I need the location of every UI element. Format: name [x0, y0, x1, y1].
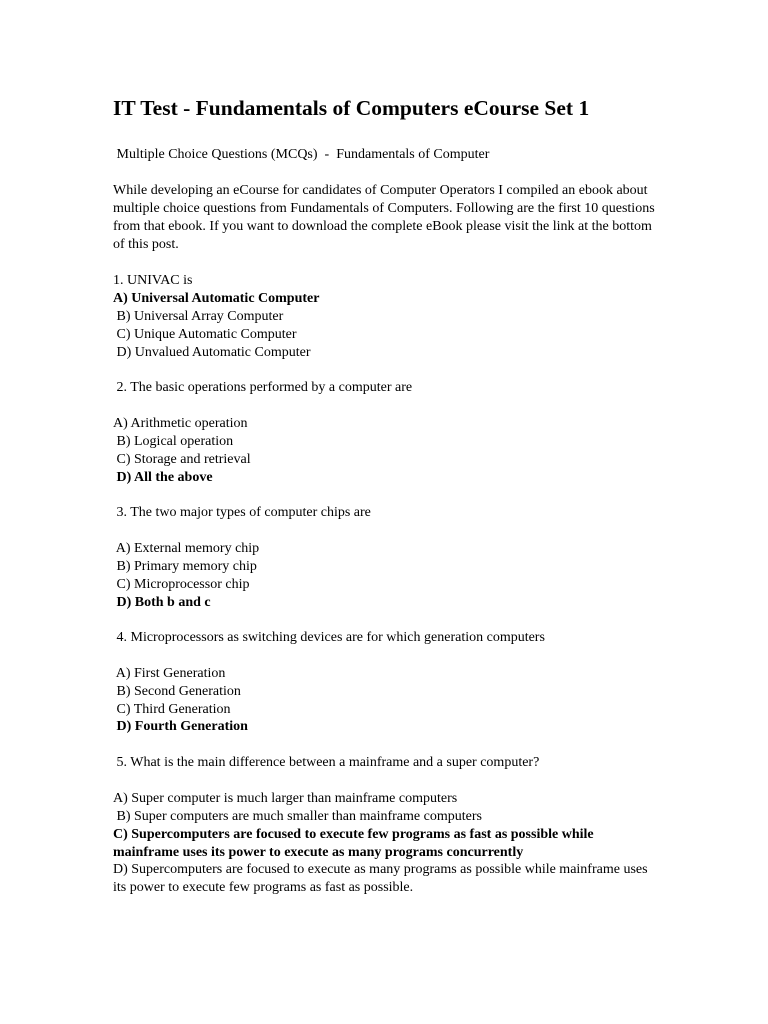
q5-option-b: B) Super computers are much smaller than mainframe computers: [113, 809, 482, 824]
q2-option-c: C) Storage and retrieval: [113, 452, 251, 467]
question-5: 5. What is the main difference between a mainframe and a super computer?: [113, 755, 540, 770]
q3-option-c: C) Microprocessor chip: [113, 577, 250, 592]
q5-option-a: A) Super computer is much larger than mainframe computers: [113, 791, 458, 806]
q3-option-d-correct: D) Both b and c: [113, 595, 211, 610]
q2-option-a: A) Arithmetic operation: [113, 416, 248, 431]
q4-option-a: A) First Generation: [113, 666, 226, 681]
q1-option-c: C) Unique Automatic Computer: [113, 327, 297, 342]
q1-option-a-correct: A) Universal Automatic Computer: [113, 291, 320, 306]
document-subtitle: Multiple Choice Questions (MCQs) - Fundamentals of Computer: [113, 147, 490, 162]
q4-option-d-correct: D) Fourth Generation: [113, 719, 248, 734]
q2-option-b: B) Logical operation: [113, 434, 234, 449]
q2-option-d-correct: D) All the above: [113, 470, 213, 485]
question-2: 2. The basic operations performed by a computer are: [113, 380, 413, 395]
question-4: 4. Microprocessors as switching devices are for which generation computers: [113, 630, 545, 645]
question-3: 3. The two major types of computer chips are: [113, 505, 371, 520]
q3-option-a: A) External memory chip: [113, 541, 260, 556]
q1-option-b: B) Universal Array Computer: [113, 309, 284, 324]
q1-option-d: D) Unvalued Automatic Computer: [113, 345, 311, 360]
q5-option-c-correct: C) Supercomputers are focused to execute few programs as fast as possible while mainframe uses its power to execute as many programs concurrently: [113, 827, 594, 860]
intro-paragraph: While developing an eCourse for candidates of Computer Operators I compiled an ebook about multiple choice questions from Fundamentals of Computers. Following are the first 10 questions from that ebook. If you want to download the complete eBook please visit the link at the bottom of this post.: [113, 183, 655, 252]
q4-option-c: C) Third Generation: [113, 702, 231, 717]
q5-option-d: D) Supercomputers are focused to execute as many programs as possible while mainframe uses its power to execute few programs as fast as possible.: [113, 862, 648, 895]
question-1: 1. UNIVAC is: [113, 273, 193, 288]
q4-option-b: B) Second Generation: [113, 684, 241, 699]
q3-option-b: B) Primary memory chip: [113, 559, 257, 574]
document-title: IT Test - Fundamentals of Computers eCourse Set 1: [113, 96, 590, 120]
